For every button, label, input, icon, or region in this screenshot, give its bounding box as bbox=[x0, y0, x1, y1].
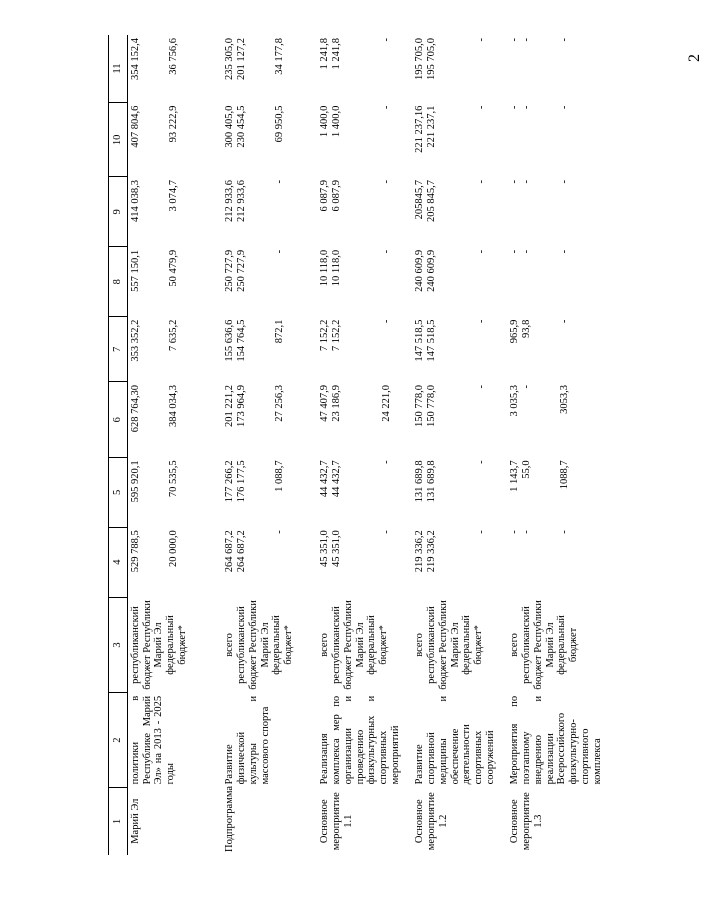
header-cell: 4 bbox=[109, 527, 128, 597]
value-cell: 407 804,6 93 222,9 bbox=[129, 105, 179, 148]
value-cell: 147 518,5 147 518,5 - bbox=[414, 319, 487, 362]
row-type: Основное мероприятие 1.3 bbox=[509, 792, 544, 851]
value-cell: 1 143,7 55,0 1088,7 bbox=[509, 460, 570, 492]
row-type: Марий Эл bbox=[129, 798, 141, 844]
value-cell: - - - bbox=[509, 105, 570, 110]
source-label: всего bbox=[509, 633, 521, 657]
source-labels bbox=[127, 597, 222, 693]
source-label: всего bbox=[224, 633, 236, 657]
value-cell: 195 705,0 195 705,0 - bbox=[414, 38, 487, 80]
table-row bbox=[127, 35, 222, 855]
value-cell: - - - bbox=[509, 38, 570, 42]
value-cell: 414 038,3 3 074,7 bbox=[129, 179, 179, 222]
value-cell: 300 405,0 230 454,5 69 950,5 bbox=[224, 105, 285, 148]
source-label: республиканский бюджет Республики Марий Эл bbox=[331, 600, 366, 690]
value-cell: 212 933,6 212 933,6 - bbox=[224, 179, 285, 222]
value-cell: 7 152,2 7 152,2 - bbox=[319, 319, 392, 352]
header-cell: 6 bbox=[109, 382, 128, 457]
header-cell: 5 bbox=[109, 457, 128, 527]
budget-table bbox=[108, 35, 605, 855]
value-cell: 44 432,7 44 432,7 - bbox=[319, 460, 392, 498]
value-cell: 264 687,2 264 687,2 - bbox=[224, 530, 285, 573]
value-cell: 10 118,0 10 118,0 - bbox=[319, 249, 392, 287]
source-label: республиканский бюджет Республики Марий Эл bbox=[521, 600, 556, 690]
table-row bbox=[507, 35, 605, 855]
row-title: Развитие физической культуры и массового спорта bbox=[224, 695, 271, 785]
source-labels bbox=[317, 597, 412, 693]
header-cell: 11 bbox=[109, 35, 128, 103]
source-label: федеральный бюджет* bbox=[271, 615, 294, 675]
value-cell: 529 788,5 20 000,0 bbox=[129, 530, 179, 573]
value-cell: 235 305,0 201 127,2 34 177,8 bbox=[224, 38, 285, 80]
value-cell: 1 241,8 1 241,8 - bbox=[319, 38, 392, 70]
source-label: республиканский бюджет Республики Марий Эл bbox=[426, 600, 461, 690]
row-title: Реализация комплекса мер по организации и проведению физкультурных и спортивных мероприятий bbox=[319, 695, 401, 785]
row-title: Развитие спортивной медицины и обеспечение деятельности спортивных сооружений bbox=[414, 695, 496, 785]
value-cell: 1 400,0 1 400,0 - bbox=[319, 105, 392, 138]
header-cell: 3 bbox=[109, 597, 128, 693]
row-title: Мероприятия по поэтапному внедрению и реализации Всероссийского физкультурно-спортивного комплекса bbox=[509, 695, 603, 785]
header-cell: 7 bbox=[109, 317, 128, 382]
header-cell: 10 bbox=[109, 103, 128, 177]
value-cell: 205845,7 205 845,7 - bbox=[414, 179, 487, 222]
row-type: Основное мероприятие 1.1 bbox=[319, 792, 354, 851]
value-cell: 6 087,9 6 087,9 - bbox=[319, 179, 392, 212]
value-cell: 155 636,6 154 764,5 872,1 bbox=[224, 319, 285, 362]
value-cell: 3 035,3 - 3053,3 bbox=[509, 384, 570, 417]
source-label: всего bbox=[414, 633, 426, 657]
value-cell: 45 351,0 45 351,0 - bbox=[319, 530, 392, 567]
value-cell: - - - bbox=[509, 179, 570, 184]
row-type: Подпрограмма bbox=[224, 785, 236, 852]
header-cell: 1 bbox=[109, 787, 128, 855]
source-label: федеральный бюджет* bbox=[366, 615, 389, 675]
source-label: федеральный бюджет* bbox=[165, 615, 188, 675]
value-cell: 965,9 93,8 - bbox=[509, 319, 570, 344]
page-number: 2 bbox=[686, 54, 703, 62]
row-title: политики в Республике Марий Эл» на 2013 - 2025 годы bbox=[129, 695, 176, 785]
value-cell: 221 237,16 221 237,1 - bbox=[414, 105, 487, 153]
value-cell: 557 150,1 50 479,9 bbox=[129, 249, 179, 292]
value-cell: 150 778,0 150 778,0 - bbox=[414, 384, 487, 427]
source-label: всего bbox=[319, 633, 331, 657]
table-row bbox=[222, 35, 317, 855]
source-labels bbox=[412, 597, 507, 693]
value-cell: 219 336,2 219 336,2 - bbox=[414, 530, 487, 573]
value-cell: 354 152,4 36 756,6 bbox=[129, 38, 179, 80]
header-cell: 9 bbox=[109, 177, 128, 247]
table-row bbox=[317, 35, 412, 855]
table-row bbox=[412, 35, 507, 855]
value-cell: 353 352,2 7 635,2 bbox=[129, 319, 179, 362]
value-cell: 177 266,2 176 177,5 1 088,7 bbox=[224, 460, 285, 503]
source-label: республиканский бюджет Республики Марий Эл bbox=[236, 600, 271, 690]
document-table-rotated bbox=[108, 35, 603, 855]
header-cell: 8 bbox=[109, 247, 128, 317]
header-cell: 2 bbox=[109, 693, 128, 788]
value-cell: 131 689,8 131 689,8 - bbox=[414, 460, 487, 503]
value-cell: 240 609,9 240 609,9 - bbox=[414, 249, 487, 292]
value-cell: 628 764,30 384 034,3 bbox=[129, 384, 179, 433]
source-labels bbox=[507, 597, 605, 693]
source-label: федеральный бюджет bbox=[556, 615, 579, 675]
value-cell: - - - bbox=[509, 530, 570, 534]
header-row bbox=[109, 35, 128, 855]
source-labels bbox=[222, 597, 317, 693]
source-label: федеральный бюджет* bbox=[461, 615, 484, 675]
source-label: республиканский бюджет Республики Марий Эл bbox=[129, 600, 165, 690]
value-cell: - - - bbox=[509, 249, 570, 254]
row-type: Основное мероприятие 1.2 bbox=[414, 792, 449, 851]
value-cell: 47 407,9 23 186,9 24 221,0 bbox=[319, 384, 392, 422]
value-cell: 201 221,2 173 964,9 27 256,3 bbox=[224, 384, 285, 427]
value-cell: 250 727,9 250 727,9 - bbox=[224, 249, 285, 292]
value-cell: 595 920,1 70 535,5 bbox=[129, 460, 179, 503]
